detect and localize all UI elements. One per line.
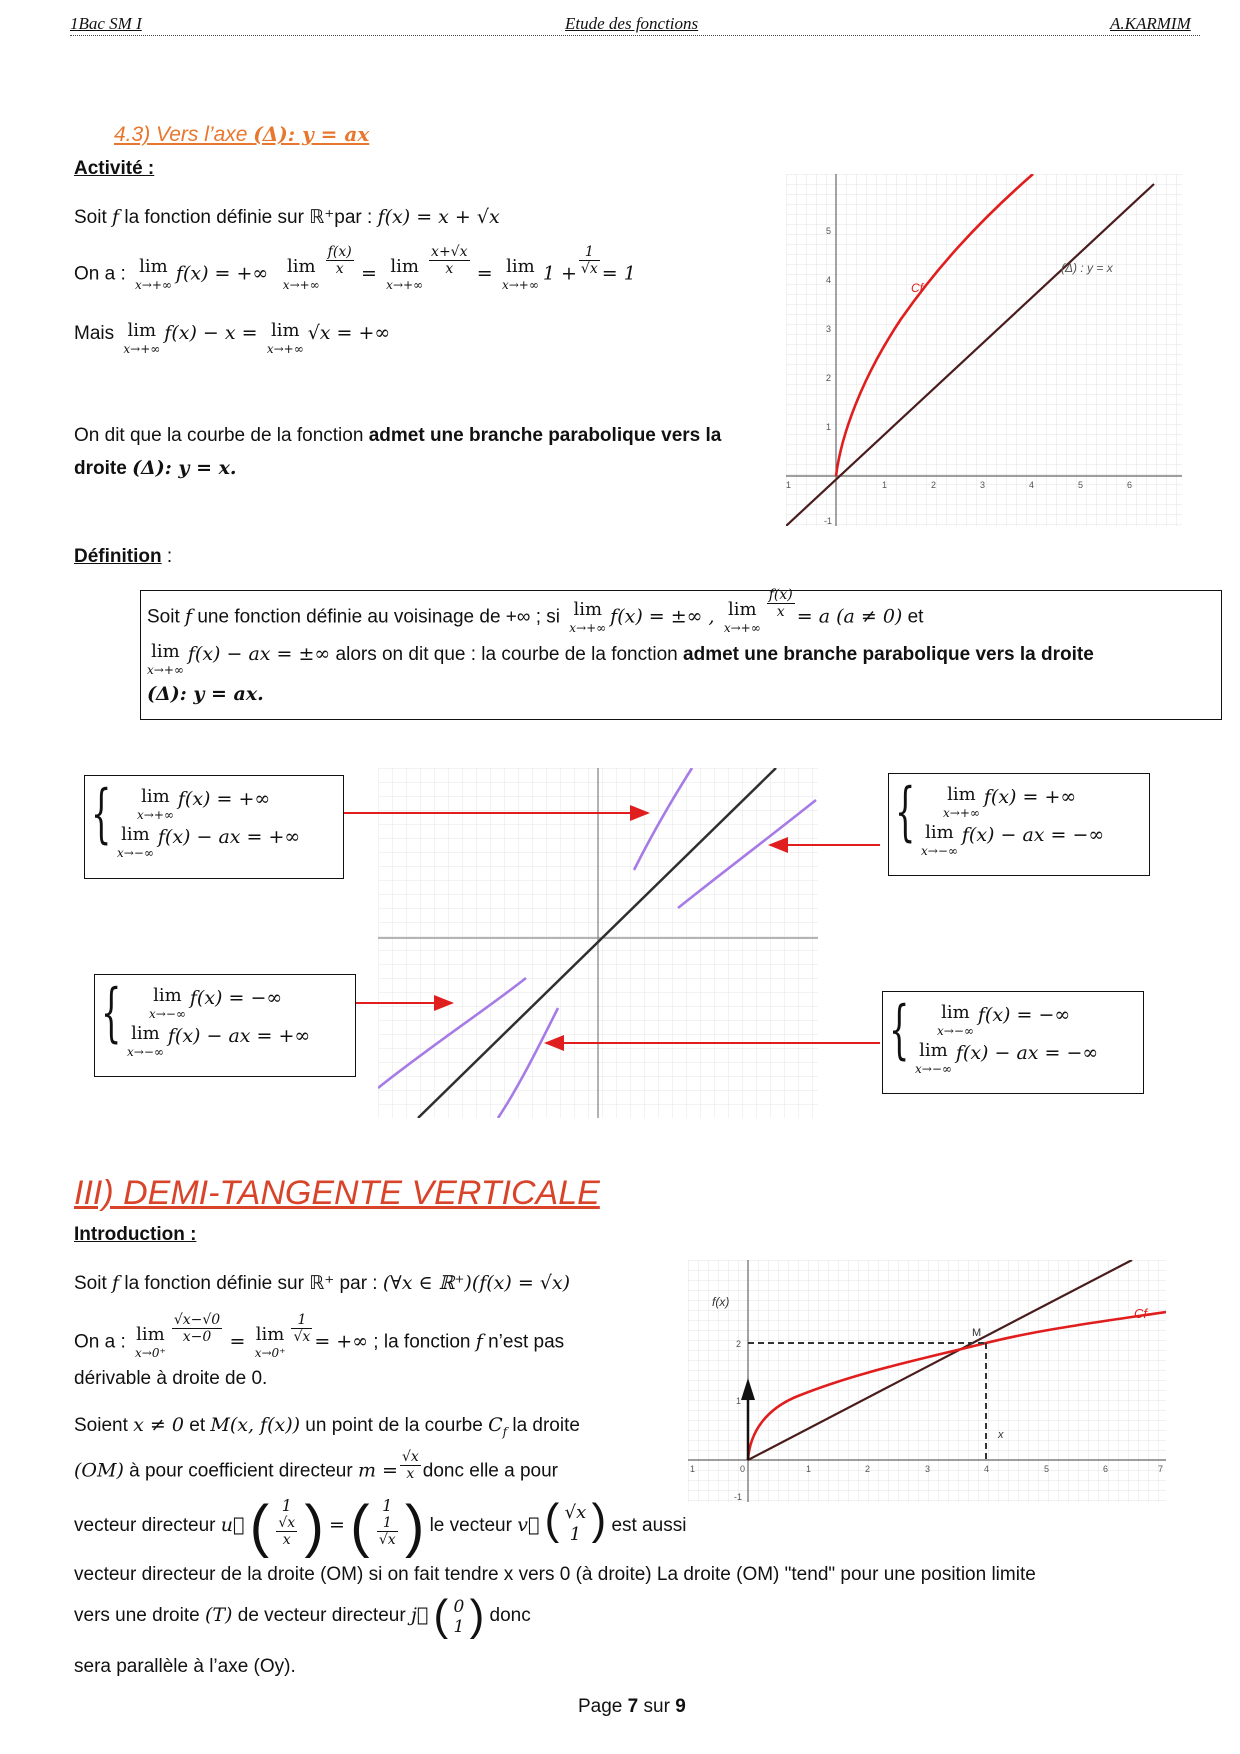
- m-label: M: [972, 1327, 982, 1339]
- intro-line-3: Soient x ≠ 0 et M(x, f(x)) un point de la courbe $C_f$ la droite: [74, 1414, 580, 1439]
- svg-text:7: 7: [1158, 1464, 1164, 1474]
- cf-label: Cf: [911, 281, 923, 295]
- definition-box: [140, 587, 1222, 720]
- activity-label: Activité :: [74, 158, 155, 179]
- cf-label-3: Cf: [1134, 1306, 1147, 1321]
- case-box-1: { lim x→+∞ f(x) = +∞ lim x→−∞ f(x) − ax = +∞: [84, 775, 344, 879]
- svg-text:3: 3: [826, 324, 832, 334]
- case-box-3: { lim x→−∞ f(x) = −∞ lim x→−∞ f(x) − ax = +∞: [94, 974, 356, 1077]
- intro-line-2: On a : lim x→0⁺ $\frac{√x-√0}{x-0}$ = lim x→0⁺ $\frac{1}{√x}$ = +∞ ; la fonction f n’est pas: [74, 1312, 565, 1360]
- case-box-4: { lim x→−∞ f(x) = −∞ lim x→−∞ f(x) − ax = −∞: [882, 991, 1144, 1094]
- definition-label: Définition :: [74, 546, 173, 567]
- graph-sqrt-branch: [786, 174, 1182, 526]
- activity-line-2: On a : lim x→+∞ f(x) = +∞ lim x→+∞ $\frac{f(x)}{x}$ = lim x→+∞ $\frac{x+√x}{x}$ = lim x→+∞ 1 + $\frac{1}{√x}$ = 1: [74, 244, 636, 292]
- svg-text:1: 1: [736, 1396, 742, 1406]
- intro-line-4: (OM) à pour coefficient directeur m = $\frac{√x}{x}$ donc elle a pour: [74, 1449, 559, 1483]
- section-title-III: III) DEMI-TANGENTE VERTICALE: [74, 1174, 600, 1212]
- graph-grid: [786, 174, 1182, 526]
- svg-text:4: 4: [1029, 480, 1035, 490]
- intro-line-2b: dérivable à droite de 0.: [74, 1368, 268, 1389]
- x-label-3: x: [998, 1429, 1004, 1441]
- intro-line-5: vecteur directeur u⃗ ( 1 $\frac{√x}{x}$ ) = ( 1 $\frac{1}{√x}$ ) le vecteur v⃗ ( √x 1 ) est aussi: [74, 1494, 687, 1559]
- delta-label: (Δ) : y = x: [1061, 261, 1113, 275]
- svg-text:6: 6: [1103, 1464, 1109, 1474]
- svg-text:-1: -1: [824, 516, 833, 526]
- svg-text:3: 3: [925, 1464, 931, 1474]
- header-rule: [70, 35, 1200, 36]
- svg-text:2: 2: [931, 480, 937, 490]
- svg-text:1: 1: [786, 480, 792, 490]
- svg-text:5: 5: [1078, 480, 1084, 490]
- intro-line-7: vers une droite (T) de vecteur directeur j⃗ ( 0 1 ) donc: [74, 1591, 531, 1640]
- svg-text:4: 4: [984, 1464, 990, 1474]
- svg-text:-1: -1: [734, 1492, 743, 1502]
- svg-text:6: 6: [1127, 480, 1133, 490]
- introduction-label: Introduction :: [74, 1224, 197, 1245]
- header-right: A.KARMIM: [1110, 14, 1191, 33]
- definition-line-3: (Δ): y = ax.: [147, 683, 264, 705]
- svg-text:1: 1: [690, 1464, 696, 1474]
- arrows-layer: [340, 790, 900, 1060]
- header-center: Etude des fonctions: [565, 14, 699, 33]
- activity-line-3: Mais lim x→+∞ f(x) − x = lim x→+∞ √x = +∞: [74, 320, 391, 356]
- activity-conclusion: On dit que la courbe de la fonction admet une branche parabolique vers la droite (Δ): y = x.: [74, 425, 722, 479]
- graph-sqrt-tangent: [688, 1260, 1166, 1502]
- svg-text:4: 4: [826, 275, 832, 285]
- intro-line-8: sera parallèle à l’axe (Oy).: [74, 1656, 296, 1677]
- section-title-4-3: 4.3) Vers l’axe (Δ): y = ax: [114, 122, 370, 146]
- svg-text:1: 1: [806, 1464, 812, 1474]
- activity-line-1: Soit f la fonction définie sur ℝ⁺par : f(x) = x + √x: [74, 206, 500, 228]
- svg-text:1: 1: [826, 422, 832, 432]
- intro-line-6: vecteur directeur de la droite (OM) si on fait tendre x vers 0 (à droite) La droite (OM) "tend" pour une position limite: [74, 1564, 1036, 1585]
- svg-text:2: 2: [826, 373, 832, 383]
- page-footer: Page 7 sur 9: [578, 1696, 686, 1717]
- svg-text:5: 5: [1044, 1464, 1050, 1474]
- definition-line-1: Soit f une fonction définie au voisinage de +∞ ; si lim x→+∞ f(x) = ±∞ , lim x→+∞ $\frac{f(x)}{x}$ = a (a ≠ 0) et: [147, 587, 924, 635]
- definition-line-2: lim x→+∞ f(x) − ax = ±∞ alors on dit que : la courbe de la fonction admet une branche parabolique vers la droite: [147, 641, 1094, 677]
- svg-text:0: 0: [740, 1464, 746, 1474]
- svg-text:3: 3: [980, 480, 986, 490]
- header-left: 1Bac SM I: [70, 14, 142, 33]
- intro-line-1: Soit f la fonction définie sur ℝ⁺ par : (∀x ∈ ℝ⁺)(f(x) = √x): [74, 1272, 571, 1294]
- svg-text:2: 2: [736, 1339, 742, 1349]
- svg-text:1: 1: [882, 480, 888, 490]
- svg-text:5: 5: [826, 226, 832, 236]
- case-box-2: { lim x→+∞ f(x) = +∞ lim x→−∞ f(x) − ax = −∞: [888, 773, 1150, 876]
- svg-text:2: 2: [865, 1464, 871, 1474]
- fx-label: f(x): [712, 1295, 730, 1309]
